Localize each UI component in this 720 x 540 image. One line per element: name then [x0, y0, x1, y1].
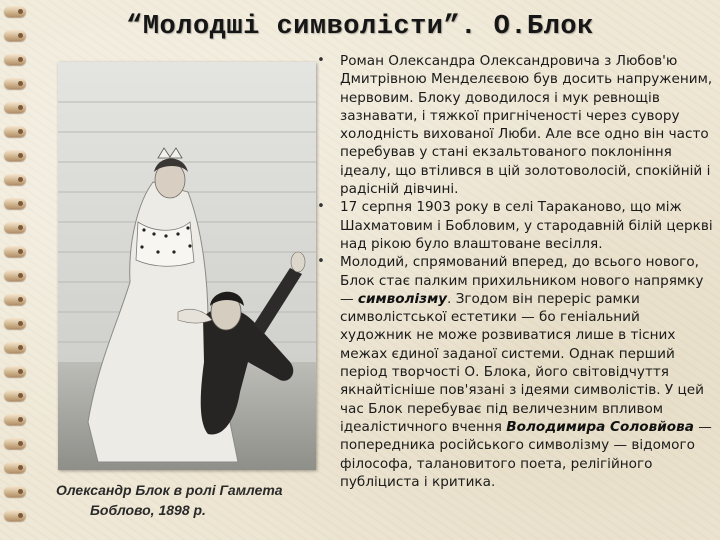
binding-ring: [4, 222, 26, 233]
bullet-text: Роман Олександра Олександровича з Любов'ю Дмитрівною Менделєєвою був досить напруженим, нервовим. Блоку доводилося і мук ревнощів зазнавати, і тяжкої пригніченості через сувору холодність вихованої Люби. Але все одно він часто перебував у стані екзальтованого поклоніння ідеалу, що втілився в цій золотоволосій, спокійній і радісній дівчині.: [340, 53, 713, 198]
binding-ring: [4, 294, 26, 305]
binding-ring: [4, 150, 26, 161]
binding-ring: [4, 510, 26, 521]
binding-ring: [4, 174, 26, 185]
binding-ring: [4, 390, 26, 401]
binding-ring: [4, 318, 26, 329]
binding-ring: [4, 342, 26, 353]
text-bullet-list: [314, 52, 716, 491]
binding-ring: [4, 102, 26, 113]
bullet-text-part: — попередника російського символізму — відомого філософа, талановитого поета, релігійного публіциста і критика.: [340, 418, 712, 490]
bullet-dot: •: [317, 199, 325, 215]
bullet-dot: •: [317, 254, 325, 270]
bullet-item: [314, 52, 716, 198]
bullet-dot: •: [317, 53, 325, 68]
binding-ring: [4, 462, 26, 473]
binding-ring: [4, 438, 26, 449]
symbolism-term: символізму: [357, 290, 448, 307]
spiral-binding: [0, 0, 30, 540]
binding-ring: [4, 246, 26, 257]
photo-caption: [56, 480, 336, 520]
caption-line-1: Олександр Блок в ролі Гамлета: [56, 482, 283, 498]
bullet-text-part: Молодий, спрямований вперед, до всього нового, Блок стає палким прихильником нового напрямку —: [340, 254, 704, 307]
binding-ring: [4, 414, 26, 425]
caption-line-2: Боблово, 1898 р.: [90, 502, 206, 518]
binding-ring: [4, 366, 26, 377]
binding-ring: [4, 126, 26, 137]
binding-ring: [4, 198, 26, 209]
binding-ring: [4, 486, 26, 497]
soloviev-name: Володимира Соловйова: [506, 418, 694, 435]
bullet-text-part: . Згодом він переріс рамки символістської естетики — бо геніальний художник не може розвиватися лише в тісних межах єдиної заданої системи. Однак перший період творчості О. Блока, його світовідчуття якнайтісніше пов'язані з ідеями символістів. У цей час Блок перебуває під величезним впливом ідеалістичного вчення: [340, 290, 704, 435]
bullet-text: 17 серпня 1903 року в селі Тараканово, що між Шахматовим і Бобловим, у стародавній білій церкві над рікою було влаштоване весілля.: [340, 199, 713, 252]
binding-ring: [4, 270, 26, 281]
bullet-item: [314, 253, 716, 491]
bullet-item: [314, 198, 716, 253]
page-title: “Молодші символісти”. О.Блок: [126, 12, 594, 42]
binding-ring: [4, 54, 26, 65]
hamlet-photo: [58, 62, 316, 470]
binding-ring: [4, 78, 26, 89]
